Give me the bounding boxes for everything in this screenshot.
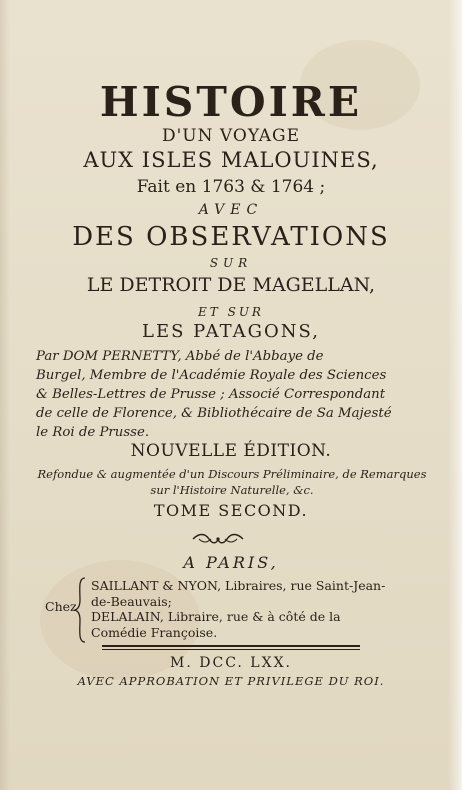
edition-heading: NOUVELLE ÉDITION. (130, 441, 332, 461)
volume-label: TOME SECOND. (153, 501, 309, 520)
page-shadow-left (0, 0, 10, 790)
observations-heading: DES OBSERVATIONS (72, 222, 390, 252)
chez-label: Chez (45, 599, 77, 614)
publisher-block (45, 578, 440, 648)
publisher-line: SAILLANT & NYON, Libraires, rue Saint-Jean- (91, 578, 386, 593)
author-statement (36, 347, 428, 442)
author-line: & Belles-Lettres de Prusse ; Associé Correspondant (36, 387, 386, 402)
subtitle-line-1: D'UN VOYAGE (162, 126, 300, 146)
book-title: HISTOIRE (99, 78, 363, 126)
edition-note (32, 466, 432, 498)
author-line: de celle de Florence, & Bibliothécaire de Sa Majesté (36, 406, 392, 421)
publisher-line: Comédie Françoise. (91, 624, 218, 640)
page-edge-right (448, 0, 462, 790)
avec-label: AVEC (198, 202, 264, 218)
publisher-lines (91, 578, 429, 640)
double-rule-bottom (102, 649, 360, 650)
double-rule-top (102, 645, 360, 647)
edition-note-line: sur l'Histoire Naturelle, &c. (150, 483, 314, 497)
patagons-heading: LES PATAGONS, (142, 321, 320, 342)
author-line: Par DOM PERNETTY, Abbé de l'Abbaye de (36, 349, 324, 364)
et-sur-label: ET SUR (198, 305, 264, 319)
sur-label: SUR (209, 256, 253, 270)
detroit-heading: LE DETROIT DE MAGELLAN, (86, 274, 376, 296)
publisher-line: de-Beauvais; (91, 593, 172, 609)
privilege-statement: AVEC APPROBATION ET PRIVILEGE DU ROI. (77, 674, 385, 688)
imprint-place: A PARIS, (183, 553, 279, 572)
subtitle-line-2: AUX ISLES MALOUINES, (83, 148, 379, 172)
publication-year: M. DCC. LXX. (170, 655, 292, 671)
author-line: le Roi de Prusse. (36, 425, 150, 440)
voyage-dates: Fait en 1763 & 1764 ; (136, 177, 326, 197)
ornament-icon (191, 531, 245, 547)
author-line: Burgel, Membre de l'Académie Royale des Sciences (36, 368, 387, 383)
edition-note-line: Refondue & augmentée d'un Discours Préliminaire, de Remarques (37, 467, 427, 481)
publisher-line: DELALAIN, Libraire, rue & à côté de la (91, 609, 341, 624)
brace-icon (73, 576, 87, 644)
